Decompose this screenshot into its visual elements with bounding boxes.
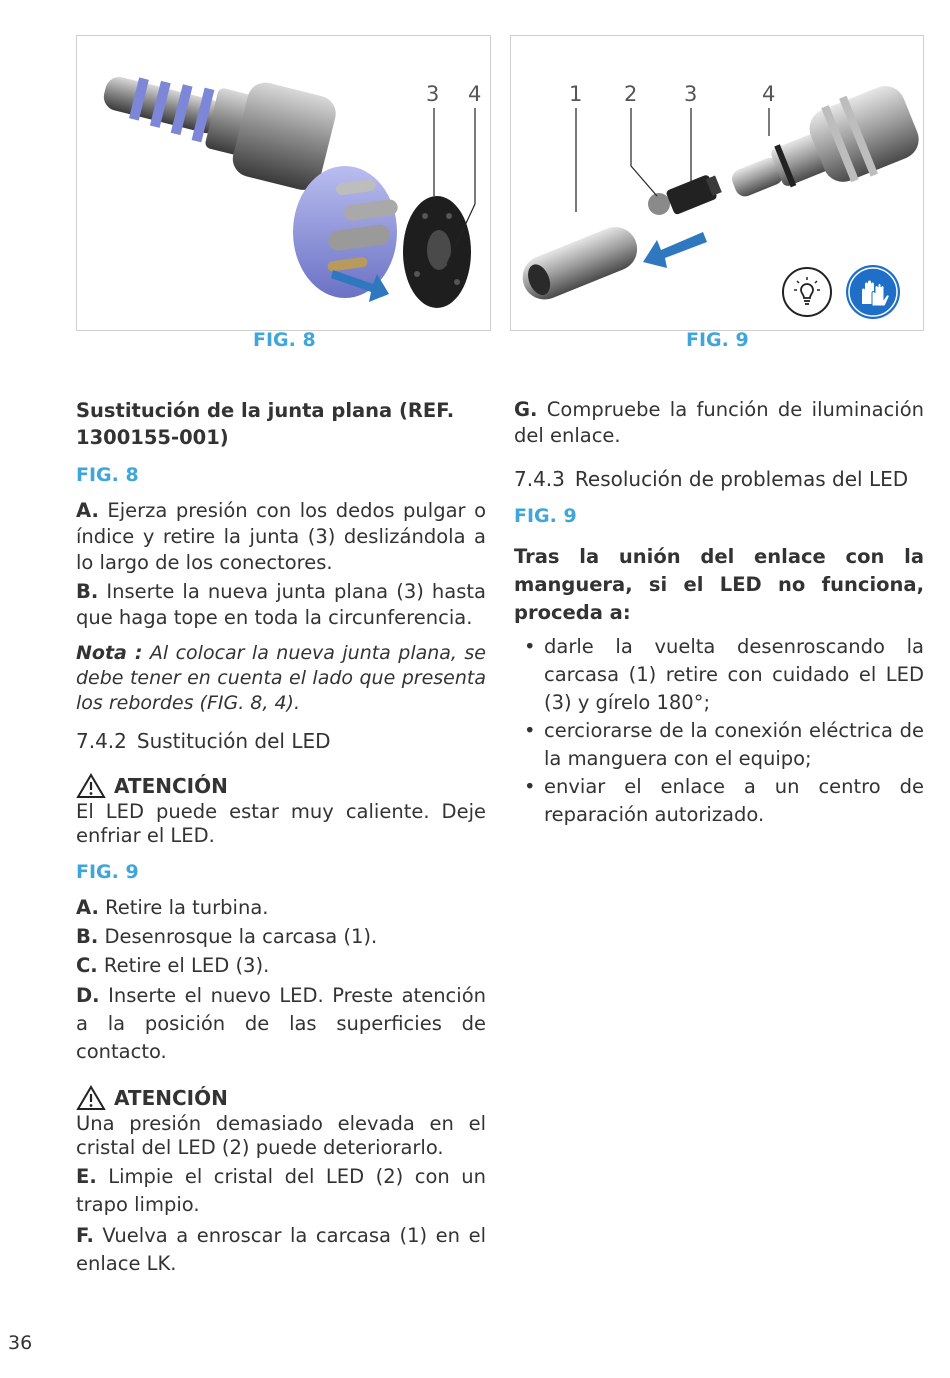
- connector-illustration: [77, 36, 491, 331]
- warning-2-text: Una presión demasiado elevada en el cristal del LED (2) puede deteriorarlo.: [76, 1112, 486, 1159]
- section-7-4-3: 7.4.3 Resolución de problemas del LED: [514, 467, 909, 491]
- note: Nota : Al colocar la nueva junta plana, se debe tener en cuenta el lado que presenta los rebordes (FIG. 8, 4).: [76, 642, 486, 714]
- callout-1: 1: [569, 82, 583, 106]
- step-f: F. Vuelva a enroscar la carcasa (1) en el enlace LK.: [76, 1224, 486, 1275]
- warning-triangle-icon: [76, 773, 106, 799]
- step-e: E. Limpie el cristal del LED (2) con un trapo limpio.: [76, 1165, 486, 1216]
- step-b-led: B. Desenrosque la carcasa (1).: [76, 925, 378, 948]
- arrow-icon: [643, 232, 707, 268]
- page-number: 36: [8, 1332, 33, 1354]
- fig-9-reference: FIG. 9: [514, 505, 577, 527]
- list-item: • darle la vuelta desenroscando la carcasa (1) retire con cuidado el LED (3) y gírelo 180°;: [514, 633, 924, 717]
- warning-1-title: ATENCIÓN: [76, 772, 486, 800]
- warning-2-title: ATENCIÓN: [76, 1084, 486, 1112]
- right-column: [514, 397, 924, 829]
- step-d-led: D. Inserte el nuevo LED. Preste atención a la posición de las superficies de contacto.: [76, 984, 486, 1063]
- step-b: B. Inserte la nueva junta plana (3) hasta que haga tope en toda la circunferencia.: [76, 580, 486, 629]
- troubleshoot-list: [514, 633, 924, 829]
- callout-3: 3: [426, 82, 440, 106]
- warning-1-text: El LED puede estar muy caliente. Deje enfriar el LED.: [76, 800, 486, 847]
- step-g: G. Compruebe la función de iluminación del enlace.: [514, 398, 924, 447]
- figure-8: [76, 35, 491, 331]
- gasket-heading: Sustitución de la junta plana (REF. 1300155-001): [76, 399, 455, 449]
- fig-8-reference: FIG. 8: [76, 464, 139, 486]
- left-column: [76, 397, 486, 1278]
- bulb-icon: [781, 266, 833, 318]
- callout-2: 2: [624, 82, 638, 106]
- troubleshoot-intro: Tras la unión del enlace con la manguera, si el LED no funciona, proceda a:: [514, 545, 924, 624]
- list-item: • enviar el enlace a un centro de reparación autorizado.: [514, 773, 924, 829]
- callout-4: 4: [762, 82, 776, 106]
- step-c-led: C. Retire el LED (3).: [76, 954, 270, 977]
- section-7-4-2: 7.4.2 Sustitución del LED: [76, 729, 331, 753]
- figure-9-caption: FIG. 9: [686, 329, 749, 351]
- figure-9: [510, 35, 924, 331]
- step-a-led: A. Retire la turbina.: [76, 896, 269, 919]
- list-item: • cerciorarse de la conexión eléctrica de la manguera con el equipo;: [514, 717, 924, 773]
- callout-3: 3: [684, 82, 698, 106]
- warning-triangle-icon: [76, 1085, 106, 1111]
- gloves-icon: [845, 264, 901, 320]
- fig-9-reference: FIG. 9: [76, 861, 139, 883]
- step-a: A. Ejerza presión con los dedos pulgar o índice y retire la junta (3) deslizándola a lo largo de los conectores.: [76, 499, 486, 574]
- callout-4: 4: [468, 82, 482, 106]
- figure-8-caption: FIG. 8: [253, 329, 316, 351]
